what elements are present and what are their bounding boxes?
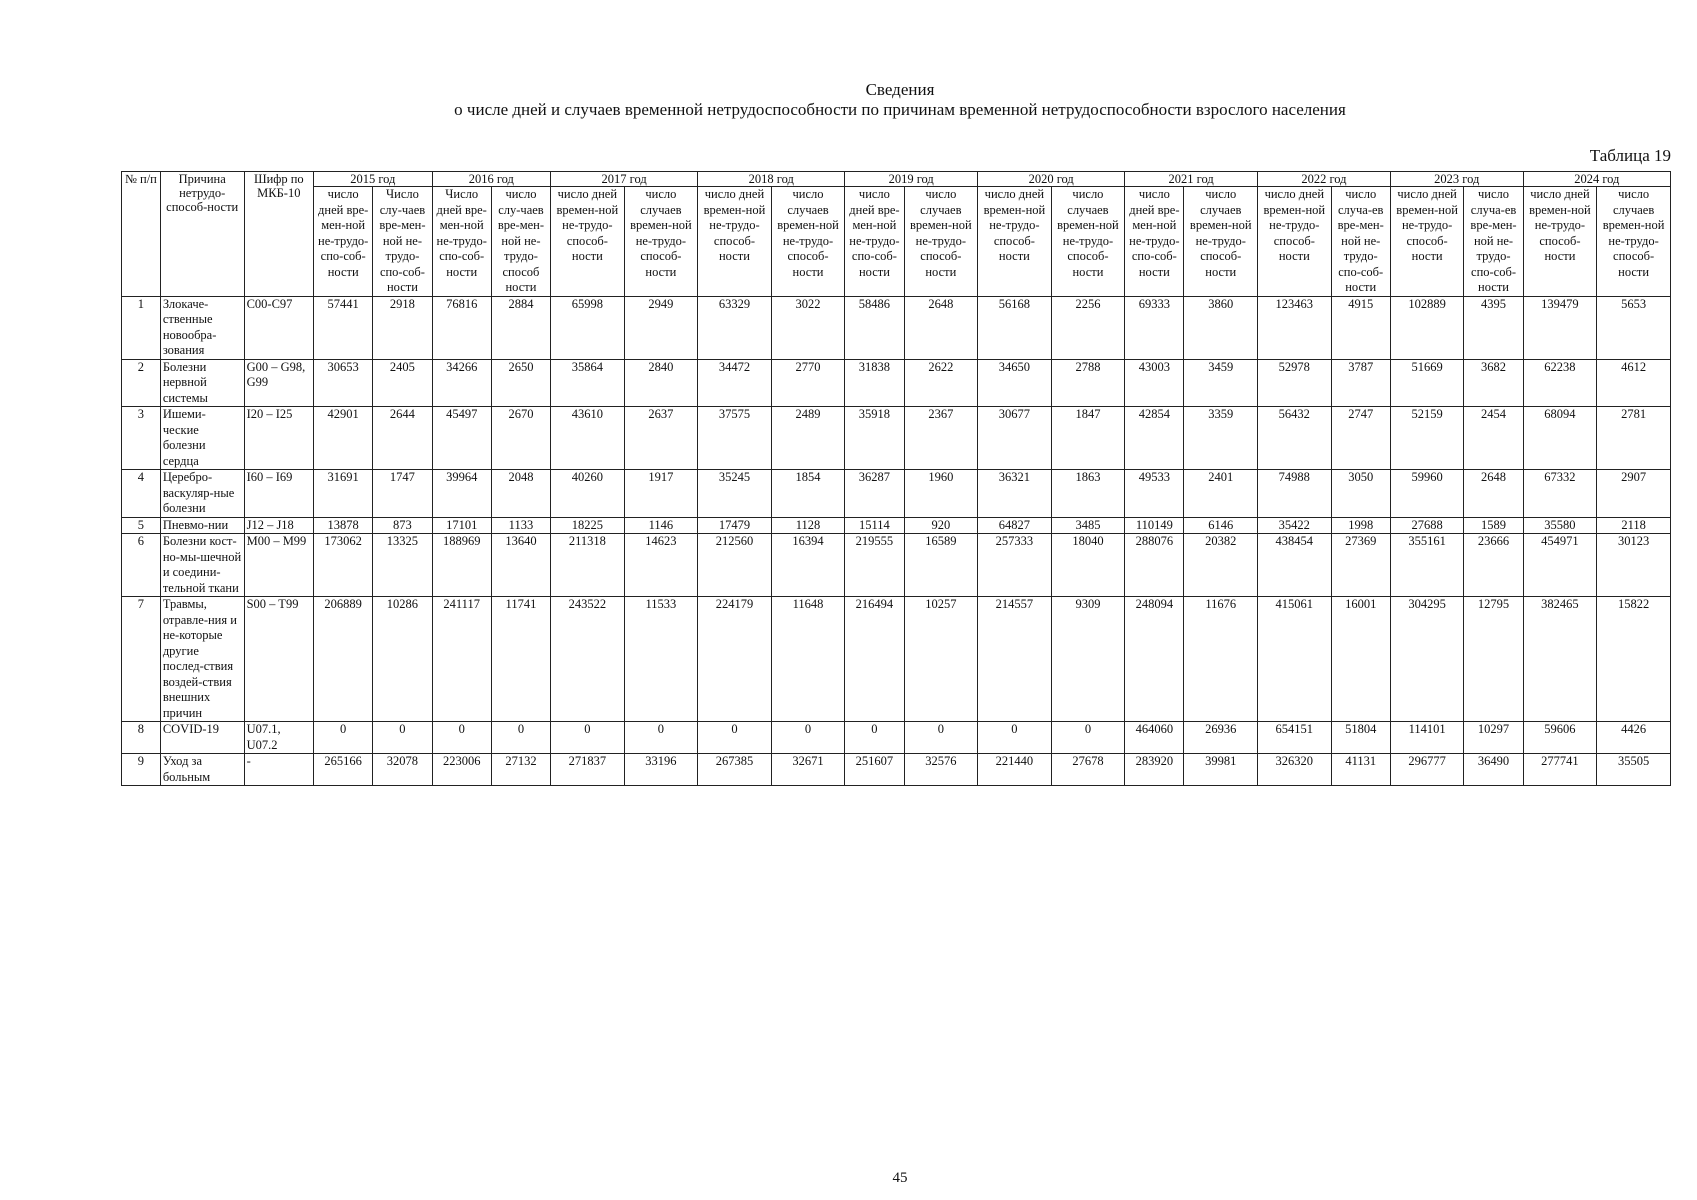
year-header: 2022 год [1258,172,1391,187]
year-header: 2020 год [978,172,1125,187]
cases-value-cell: 51804 [1331,722,1390,754]
subheader-cases: число случаев времен-ной не-трудо-способ-ности [1184,187,1258,297]
cases-value-cell: 1960 [904,470,978,518]
cases-value-cell: 2256 [1051,296,1125,359]
days-value-cell: 454971 [1523,534,1597,597]
table-row [122,359,1671,407]
cases-value-cell: 3359 [1184,407,1258,470]
cases-value-cell: 11648 [771,597,845,722]
cause-cell: Пневмо-нии [160,517,244,534]
days-value-cell: 257333 [978,534,1052,597]
days-value-cell: 35422 [1258,517,1332,534]
cases-value-cell: 1847 [1051,407,1125,470]
days-value-cell: 173062 [314,534,373,597]
cases-value-cell: 3860 [1184,296,1258,359]
days-value-cell: 206889 [314,597,373,722]
days-value-cell: 45497 [432,407,491,470]
days-value-cell: 0 [432,722,491,754]
days-value-cell: 30653 [314,359,373,407]
days-value-cell: 65998 [551,296,625,359]
days-value-cell: 51669 [1390,359,1464,407]
days-value-cell: 18225 [551,517,625,534]
cases-value-cell: 1747 [373,470,432,518]
cases-value-cell: 2747 [1331,407,1390,470]
cause-cell: Болезни нервной системы [160,359,244,407]
cases-value-cell: 4426 [1597,722,1671,754]
year-header: 2015 год [314,172,433,187]
days-value-cell: 30677 [978,407,1052,470]
table-row [122,296,1671,359]
code-cell: I20 – I25 [244,407,313,470]
cases-value-cell: 3682 [1464,359,1523,407]
row-number: 5 [122,517,161,534]
cases-value-cell: 10257 [904,597,978,722]
cases-value-cell: 3787 [1331,359,1390,407]
cases-value-cell: 2781 [1597,407,1671,470]
cases-value-cell: 11533 [624,597,698,722]
days-value-cell: 37575 [698,407,772,470]
cases-value-cell: 2907 [1597,470,1671,518]
cases-value-cell: 2367 [904,407,978,470]
days-value-cell: 43610 [551,407,625,470]
subheader-days: число дней времен-ной не-трудо-способ-ности [551,187,625,297]
table-row [122,470,1671,518]
days-value-cell: 59960 [1390,470,1464,518]
col-header-code: Шифр по МКБ-10 [244,172,313,297]
days-value-cell: 42854 [1125,407,1184,470]
cases-value-cell: 3050 [1331,470,1390,518]
days-value-cell: 34266 [432,359,491,407]
cases-value-cell: 2454 [1464,407,1523,470]
days-value-cell: 67332 [1523,470,1597,518]
subheader-days: число дней времен-ной не-трудо-способ-ности [1523,187,1597,297]
days-value-cell: 243522 [551,597,625,722]
days-value-cell: 188969 [432,534,491,597]
cases-value-cell: 0 [1051,722,1125,754]
cases-value-cell: 2788 [1051,359,1125,407]
days-value-cell: 219555 [845,534,904,597]
cases-value-cell: 39981 [1184,754,1258,786]
cases-value-cell: 10286 [373,597,432,722]
cases-value-cell: 0 [373,722,432,754]
subheader-cases: Число слу-чаев вре-мен-ной не-трудо-спо-соб-ности [373,187,432,297]
code-cell: - [244,754,313,786]
cases-value-cell: 1133 [491,517,550,534]
cases-value-cell: 3485 [1051,517,1125,534]
table-row [122,597,1671,722]
days-value-cell: 56432 [1258,407,1332,470]
days-value-cell: 296777 [1390,754,1464,786]
days-value-cell: 326320 [1258,754,1332,786]
days-value-cell: 0 [845,722,904,754]
row-number: 8 [122,722,161,754]
cause-cell: Церебро-васкуляр-ные болезни [160,470,244,518]
code-cell: С00-С97 [244,296,313,359]
cases-value-cell: 2670 [491,407,550,470]
cases-value-cell: 27678 [1051,754,1125,786]
days-value-cell: 68094 [1523,407,1597,470]
cases-value-cell: 1589 [1464,517,1523,534]
cases-value-cell: 30123 [1597,534,1671,597]
subheader-days: число дней времен-ной не-трудо-способ-ности [1258,187,1332,297]
subheader-days: число дней времен-ной не-трудо-способ-ности [1390,187,1464,297]
cases-value-cell: 4915 [1331,296,1390,359]
cause-cell: Уход за больным [160,754,244,786]
days-value-cell: 267385 [698,754,772,786]
year-header: 2021 год [1125,172,1258,187]
subheader-days: число дней вре-мен-ной не-трудо-спо-соб-ности [314,187,373,297]
cases-value-cell: 2884 [491,296,550,359]
days-value-cell: 224179 [698,597,772,722]
days-value-cell: 15114 [845,517,904,534]
cases-value-cell: 35505 [1597,754,1671,786]
row-number: 9 [122,754,161,786]
cases-value-cell: 11741 [491,597,550,722]
cases-value-cell: 36490 [1464,754,1523,786]
cases-value-cell: 2648 [1464,470,1523,518]
cases-value-cell: 2949 [624,296,698,359]
days-value-cell: 34650 [978,359,1052,407]
days-value-cell: 0 [698,722,772,754]
days-value-cell: 31691 [314,470,373,518]
days-value-cell: 36287 [845,470,904,518]
days-value-cell: 35864 [551,359,625,407]
cases-value-cell: 2048 [491,470,550,518]
days-value-cell: 216494 [845,597,904,722]
row-number: 2 [122,359,161,407]
cases-value-cell: 32078 [373,754,432,786]
statistics-table [121,171,1671,786]
cases-value-cell: 1863 [1051,470,1125,518]
subheader-cases: число случа-ев вре-мен-ной не-трудо-спо-соб-ности [1464,187,1523,297]
days-value-cell: 36321 [978,470,1052,518]
days-value-cell: 277741 [1523,754,1597,786]
subheader-cases: число случаев времен-ной не-трудо-способ-ности [624,187,698,297]
days-value-cell: 52159 [1390,407,1464,470]
cases-value-cell: 920 [904,517,978,534]
cases-value-cell: 1128 [771,517,845,534]
cases-value-cell: 2644 [373,407,432,470]
code-cell: I60 – I69 [244,470,313,518]
cases-value-cell: 1917 [624,470,698,518]
cause-cell: Ишеми-ческие болезни сердца [160,407,244,470]
cases-value-cell: 2401 [1184,470,1258,518]
days-value-cell: 464060 [1125,722,1184,754]
year-header-row [122,172,1671,187]
year-header: 2024 год [1523,172,1670,187]
days-value-cell: 58486 [845,296,904,359]
cases-value-cell: 0 [904,722,978,754]
cases-value-cell: 2650 [491,359,550,407]
days-value-cell: 304295 [1390,597,1464,722]
days-value-cell: 139479 [1523,296,1597,359]
cases-value-cell: 15822 [1597,597,1671,722]
days-value-cell: 35918 [845,407,904,470]
cases-value-cell: 27132 [491,754,550,786]
cases-value-cell: 1146 [624,517,698,534]
days-value-cell: 0 [978,722,1052,754]
table-row [122,407,1671,470]
cases-value-cell: 2637 [624,407,698,470]
subtitle-line: о числе дней и случаев временной нетрудоспособности по причинам временной нетрудоспособности взрослого населения [454,100,1346,119]
cases-value-cell: 1998 [1331,517,1390,534]
table-row [122,722,1671,754]
row-number: 7 [122,597,161,722]
cases-value-cell: 14623 [624,534,698,597]
days-value-cell: 64827 [978,517,1052,534]
code-cell: S00 – T99 [244,597,313,722]
document-title [0,80,1697,120]
days-value-cell: 59606 [1523,722,1597,754]
days-value-cell: 265166 [314,754,373,786]
year-header: 2018 год [698,172,845,187]
row-number: 3 [122,407,161,470]
cases-value-cell: 11676 [1184,597,1258,722]
cases-value-cell: 16394 [771,534,845,597]
days-value-cell: 355161 [1390,534,1464,597]
days-value-cell: 62238 [1523,359,1597,407]
cases-value-cell: 2648 [904,296,978,359]
days-value-cell: 251607 [845,754,904,786]
cause-cell: Болезни кост-но-мы-шечной и соедини-тельной ткани [160,534,244,597]
subheader-cases: число слу-чаев вре-мен-ной не-трудо-способ ности [491,187,550,297]
code-cell: U07.1, U07.2 [244,722,313,754]
days-value-cell: 110149 [1125,517,1184,534]
col-header-cause: Причина нетрудо-способ-ности [160,172,244,297]
subheader-days: Число дней вре-мен-ной не-трудо-спо-соб-ности [432,187,491,297]
page-number: 45 [892,1170,908,1186]
days-value-cell: 57441 [314,296,373,359]
days-value-cell: 43003 [1125,359,1184,407]
days-value-cell: 223006 [432,754,491,786]
days-value-cell: 42901 [314,407,373,470]
cases-value-cell: 41131 [1331,754,1390,786]
subheader-cases: число случаев времен-ной не-трудо-способ-ности [771,187,845,297]
code-cell: J12 – J18 [244,517,313,534]
col-header-no: № п/п [122,172,161,297]
days-value-cell: 49533 [1125,470,1184,518]
days-value-cell: 382465 [1523,597,1597,722]
days-value-cell: 221440 [978,754,1052,786]
days-value-cell: 76816 [432,296,491,359]
table-row [122,754,1671,786]
cases-value-cell: 1854 [771,470,845,518]
year-header: 2017 год [551,172,698,187]
cases-value-cell: 32671 [771,754,845,786]
table-row [122,534,1671,597]
days-value-cell: 654151 [1258,722,1332,754]
days-value-cell: 214557 [978,597,1052,722]
subheader-row [122,187,1671,297]
cases-value-cell: 16001 [1331,597,1390,722]
cases-value-cell: 23666 [1464,534,1523,597]
code-cell: M00 – M99 [244,534,313,597]
days-value-cell: 102889 [1390,296,1464,359]
cases-value-cell: 18040 [1051,534,1125,597]
days-value-cell: 35245 [698,470,772,518]
year-header: 2023 год [1390,172,1523,187]
days-value-cell: 13878 [314,517,373,534]
days-value-cell: 69333 [1125,296,1184,359]
days-value-cell: 17479 [698,517,772,534]
days-value-cell: 39964 [432,470,491,518]
days-value-cell: 17101 [432,517,491,534]
days-value-cell: 114101 [1390,722,1464,754]
cases-value-cell: 2405 [373,359,432,407]
days-value-cell: 271837 [551,754,625,786]
days-value-cell: 27688 [1390,517,1464,534]
days-value-cell: 248094 [1125,597,1184,722]
days-value-cell: 52978 [1258,359,1332,407]
subheader-cases: число случаев времен-ной не-трудо-способ-ности [1597,187,1671,297]
subheader-cases: число случаев времен-ной не-трудо-способ-ности [1051,187,1125,297]
subheader-cases: число случаев времен-ной не-трудо-способ-ности [904,187,978,297]
cases-value-cell: 20382 [1184,534,1258,597]
cases-value-cell: 3459 [1184,359,1258,407]
cases-value-cell: 2840 [624,359,698,407]
year-header: 2019 год [845,172,978,187]
days-value-cell: 0 [314,722,373,754]
cases-value-cell: 12795 [1464,597,1523,722]
subheader-cases: число случа-ев вре-мен-ной не-трудо-спо-соб-ности [1331,187,1390,297]
table-label: Таблица 19 [1589,146,1671,165]
days-value-cell: 0 [551,722,625,754]
days-value-cell: 241117 [432,597,491,722]
cause-cell: Травмы, отравле-ния и не-которые другие послед-ствия воздей-ствия внешних причин [160,597,244,722]
cases-value-cell: 2622 [904,359,978,407]
days-value-cell: 438454 [1258,534,1332,597]
cases-value-cell: 873 [373,517,432,534]
cases-value-cell: 4612 [1597,359,1671,407]
subheader-days: число дней вре-мен-ной не-трудо-спо-соб-ности [845,187,904,297]
days-value-cell: 74988 [1258,470,1332,518]
cases-value-cell: 0 [771,722,845,754]
cases-value-cell: 3022 [771,296,845,359]
cases-value-cell: 6146 [1184,517,1258,534]
cases-value-cell: 9309 [1051,597,1125,722]
cases-value-cell: 33196 [624,754,698,786]
table-body [122,296,1671,786]
subheader-days: число дней вре-мен-ной не-трудо-спо-соб-ности [1125,187,1184,297]
year-header: 2016 год [432,172,551,187]
cases-value-cell: 32576 [904,754,978,786]
days-value-cell: 34472 [698,359,772,407]
subheader-days: число дней времен-ной не-трудо-способ-ности [698,187,772,297]
days-value-cell: 123463 [1258,296,1332,359]
cases-value-cell: 2118 [1597,517,1671,534]
days-value-cell: 56168 [978,296,1052,359]
days-value-cell: 212560 [698,534,772,597]
days-value-cell: 31838 [845,359,904,407]
cases-value-cell: 26936 [1184,722,1258,754]
row-number: 6 [122,534,161,597]
subheader-days: число дней времен-ной не-трудо-способ-ности [978,187,1052,297]
days-value-cell: 415061 [1258,597,1332,722]
cause-cell: Злокаче-ственные новообра-зования [160,296,244,359]
cases-value-cell: 2770 [771,359,845,407]
title-line: Сведения [865,80,935,99]
cases-value-cell: 16589 [904,534,978,597]
cases-value-cell: 27369 [1331,534,1390,597]
cases-value-cell: 5653 [1597,296,1671,359]
days-value-cell: 211318 [551,534,625,597]
days-value-cell: 63329 [698,296,772,359]
row-number: 4 [122,470,161,518]
cases-value-cell: 4395 [1464,296,1523,359]
cases-value-cell: 13325 [373,534,432,597]
cases-value-cell: 2489 [771,407,845,470]
days-value-cell: 283920 [1125,754,1184,786]
days-value-cell: 288076 [1125,534,1184,597]
table-row [122,517,1671,534]
cases-value-cell: 0 [491,722,550,754]
cases-value-cell: 0 [624,722,698,754]
code-cell: G00 – G98, G99 [244,359,313,407]
cases-value-cell: 2918 [373,296,432,359]
cases-value-cell: 10297 [1464,722,1523,754]
days-value-cell: 35580 [1523,517,1597,534]
cases-value-cell: 13640 [491,534,550,597]
days-value-cell: 40260 [551,470,625,518]
row-number: 1 [122,296,161,359]
cause-cell: COVID-19 [160,722,244,754]
